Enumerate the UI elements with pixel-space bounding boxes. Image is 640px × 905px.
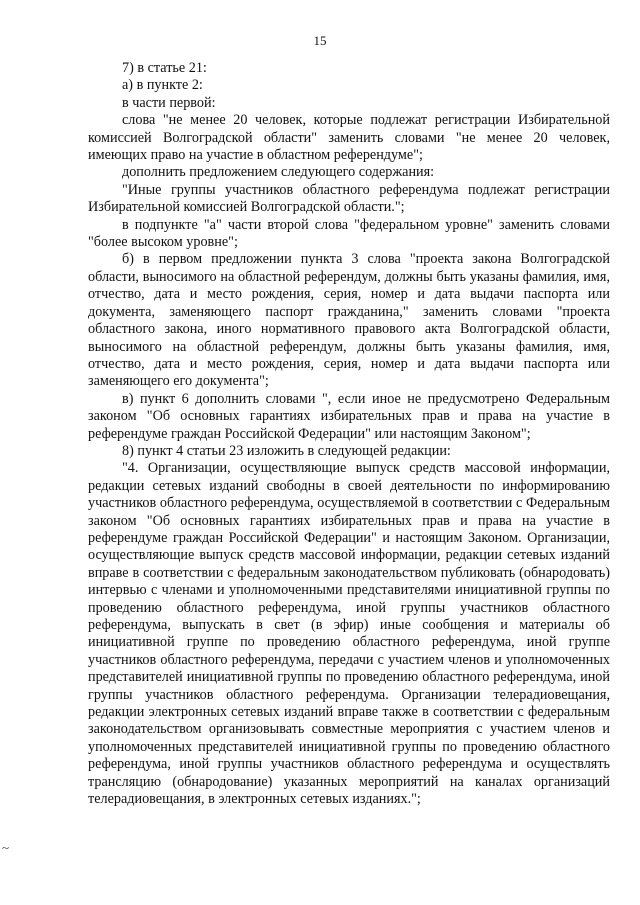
paragraph-part-one: в части первой:	[122, 94, 216, 111]
page-number: 15	[313, 33, 327, 48]
margin-mark: ~	[2, 840, 10, 855]
paragraph-words-replace: слова "не менее 20 человек, которые подлежат регистрации Избирательной комиссией Волгоградской области" заменить словами "не менее 20 человек, имеющих право на участие в областном референдуме";	[88, 112, 610, 164]
paragraph-subitem-a: в подпункте "а" части второй слова "федеральном уровне" заменить словами "более высоком уровне";	[88, 216, 610, 251]
paragraph-item-b: б) в первом предложении пункта 3 слова "проекта закона Волгоградской области, выносимого на областной референдум, должны быть указаны фамилия, имя, отчество, дата и место рождения, серия, номер и дата выдачи паспорта или документа, заменяющего паспорт гражданина," заменить словами "проекта областного закона, иного нормативного правового акта Волгоградской области, выносимого на областной референдум, должны быть указаны фамилия, имя, отчество, дата и место рождения, серия, номер и дата выдачи паспорта или заменяющего его документа";	[88, 251, 610, 390]
paragraph-item-a: а) в пункте 2:	[122, 77, 203, 94]
paragraph-item-v: в) пункт 6 дополнить словами ", если иное не предусмотрено Федеральным законом "Об основных гарантиях избирательных прав и права на участие в референдуме граждан Российской Федерации" или настоящим Законом";	[88, 390, 610, 442]
document-body	[88, 60, 610, 808]
paragraph-article-21: 7) в статье 21:	[122, 60, 207, 76]
paragraph-article-23: 8) пункт 4 статьи 23 изложить в следующей редакции:	[122, 442, 451, 459]
paragraph-quote-groups: "Иные группы участников областного референдума подлежат регистрации Избирательной комиссией Волгоградской области.";	[88, 181, 610, 216]
paragraph-add-sentence: дополнить предложением следующего содержания:	[122, 164, 435, 181]
paragraph-new-text-item-4: "4. Организации, осуществляющие выпуск средств массовой информации, редакции сетевых изданий свободны в своей деятельности по информированию участников областного референдума, осуществляемой в соответствии с Федеральным законом "Об основных гарантиях избирательных прав и права на участие в референдуме граждан Российской Федерации" и настоящим Законом. Организации, осуществляющие выпуск средств массовой информации, редакции сетевых изданий вправе в соответствии с федеральным законодательством публиковать (обнародовать) интервью с членами и уполномоченными представителями инициативной группы по проведению областного референдума, иной группы участников областного референдума, выпускать в свет (в эфир) иные сообщения и материалы об инициативной группе по проведению областного референдума, иной группе участников областного референдума, передачи с участием членов и уполномоченных представителей инициативной группы по проведению областного референдума, иной группы участников областного референдума. Организации телерадиовещания, редакции электронных сетевых изданий вправе также в соответствии с федеральным законодательством организовывать совместные мероприятия с участием членов и уполномоченных представителей инициативной группы по проведению областного референдума, иной группы участников областного референдума и осуществлять трансляцию (обнародование) указанных мероприятий на каналах организаций телерадиовещания, в электронных сетевых изданиях.";	[88, 460, 610, 808]
